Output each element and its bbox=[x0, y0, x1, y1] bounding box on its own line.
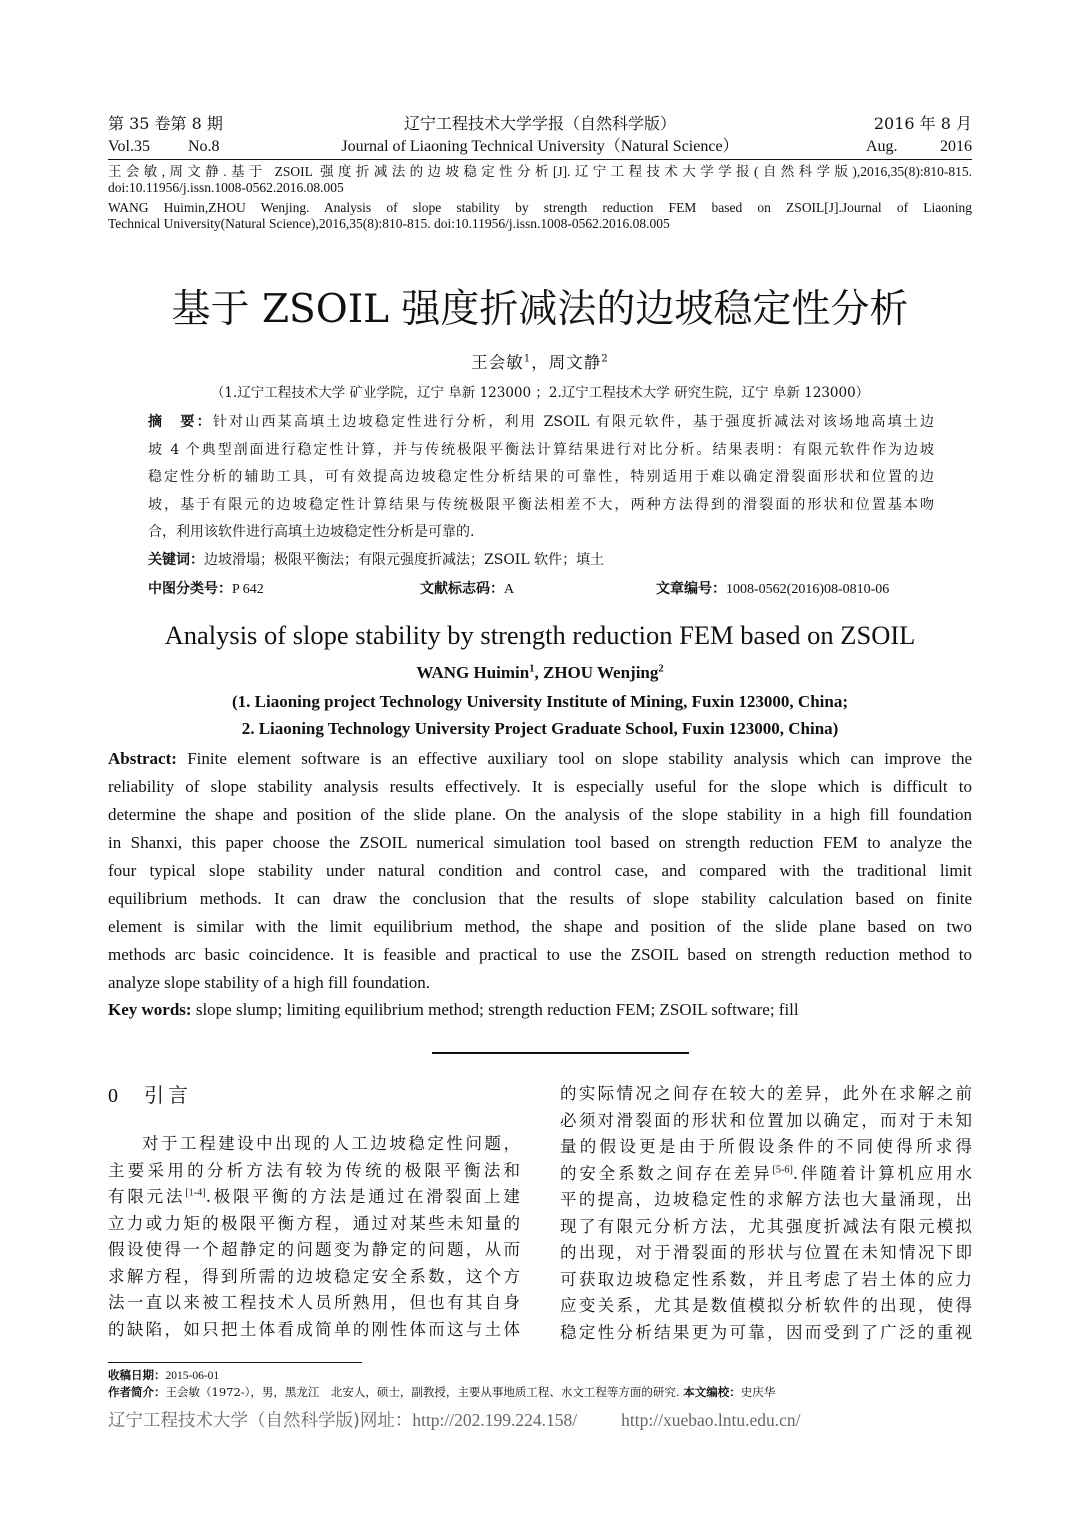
body-line: 法一直以来被工程技术人员所熟用，但也有其自身 bbox=[108, 1293, 520, 1312]
year: 2016 bbox=[940, 138, 972, 155]
clc-number bbox=[148, 580, 264, 599]
citation-en-line1: WANG Huimin,ZHOU Wenjing. Analysis of slope stability by strength reduction FEM based on ZSOIL[J].Journal of Liaoning bbox=[108, 200, 972, 215]
abstract-cn-line: 坡 4 个典型剖面进行稳定性计算，并与传统极限平衡法计算结果进行对比分析。结果表明：有限元软件作为边坡 bbox=[148, 441, 934, 458]
authors-en bbox=[0, 662, 1080, 684]
body-line: 量的假设更是由于所假设条件的不同使得所求得 bbox=[560, 1137, 972, 1156]
author-cn-separator: ， bbox=[531, 353, 549, 372]
author-en-1: WANG Huimin bbox=[416, 663, 530, 682]
abstract-cn-line: 坡，基于有限元的边坡稳定性计算结果与传统极限平衡法相差不大，两种方法得到的滑裂面的形状和位置基本吻 bbox=[148, 496, 934, 513]
body-line: 的实际情况之间存在较大的差异，此外在求解之前 bbox=[560, 1084, 972, 1103]
body-line: 主要采用的分析方法有较为传统的极限平衡法和 bbox=[108, 1160, 520, 1180]
body-line: 必须对滑裂面的形状和位置加以确定，而对于未知 bbox=[560, 1110, 972, 1130]
body-line: 平的提高，边坡稳定性的求解方法也大量涌现，出 bbox=[560, 1190, 972, 1209]
body-line: 求解方程，得到所需的边坡稳定安全系数，这个方 bbox=[108, 1266, 520, 1286]
abstract-en-line: methods arc basic coincidence. It is feasible and practical to use the ZSOIL based on strength reduction method to bbox=[108, 945, 972, 964]
keywords-cn: 边坡滑塌；极限平衡法；有限元强度折减法；ZSOIL 软件；填土 bbox=[204, 551, 605, 568]
editor-name: 史庆华 bbox=[740, 1385, 776, 1399]
received-date bbox=[108, 1368, 219, 1384]
article-number-label: 文章编号： bbox=[656, 581, 726, 597]
body-line: 假设使得一个超静定的问题变为静定的问题，从而 bbox=[108, 1240, 520, 1259]
title-en: Analysis of slope stability by strength reduction FEM based on ZSOIL bbox=[164, 620, 916, 650]
citation-ref: [5-6] bbox=[772, 1164, 793, 1175]
body-line: 现了有限元分析方法，尤其强度折减法有限元模拟 bbox=[560, 1216, 972, 1236]
author-cn-1-affil: 1 bbox=[523, 353, 532, 365]
body-left-column bbox=[108, 1131, 520, 1343]
doc-code-value: A bbox=[504, 582, 515, 597]
abstract-cn-line: 合，利用该软件进行高填土边坡稳定性分析是可靠的. bbox=[148, 524, 475, 540]
abstract-en-line: element is similar with the limit equilibrium method, the shape and position of the slide plane based on two bbox=[108, 917, 972, 936]
document-code bbox=[420, 580, 514, 599]
body-text: .极限平衡的方法是通过在滑裂面上建 bbox=[205, 1187, 520, 1206]
article-number-value: 1008-0562(2016)08-0810-06 bbox=[726, 582, 890, 597]
title-cn: 基于 ZSOIL 强度折减法的边坡稳定性分析 bbox=[171, 287, 909, 332]
author-en-1-affil: 1 bbox=[529, 663, 535, 675]
month: Aug. bbox=[866, 138, 898, 155]
footer-url-2[interactable]: http://xuebao.lntu.edu.cn/ bbox=[621, 1410, 801, 1430]
keywords-cn-label: 关键词： bbox=[148, 551, 204, 568]
issue-cn: 第 35 卷第 8 期 bbox=[108, 114, 223, 133]
body-right-column bbox=[560, 1081, 972, 1346]
article-number bbox=[656, 580, 889, 599]
citation-cn-line1: 王会敏,周文静.基于 ZSOIL 强度折减法的边坡稳定性分析[J].辽宁工程技术大学学报(自然科学版),2016,35(8):810-815. bbox=[108, 164, 972, 179]
date-cn: 2016 年 8 月 bbox=[873, 114, 972, 133]
number: No.8 bbox=[188, 138, 220, 155]
abstract-cn-label: 摘 要： bbox=[148, 414, 213, 430]
abstract-en-line: reliability of slope stability analysis results effectively. It is especially useful for the slope which is difficult to bbox=[108, 777, 972, 796]
affiliation-cn: （1.辽宁工程技术大学 矿业学院，辽宁 阜新 123000 ；2.辽宁工程技术大学 研究生院，辽宁 阜新 123000） bbox=[210, 385, 870, 401]
section-heading bbox=[108, 1081, 192, 1110]
clc-value: P 642 bbox=[232, 582, 264, 597]
body-text: .伴随着计算机应用水 bbox=[792, 1163, 973, 1183]
affiliation-en-line1: (1. Liaoning project Technology University Institute of Mining, Fuxin 123000, China; bbox=[232, 692, 848, 711]
citation-ref: [1-4] bbox=[185, 1187, 206, 1199]
body-line: 立力或力矩的极限平衡方程，通过对某些未知量的 bbox=[108, 1213, 520, 1233]
body-line: 应变关系，尤其是数值模拟分析软件的出现，使得 bbox=[560, 1296, 972, 1315]
keywords-en-text: slope slump; limiting equilibrium method; strength reduction FEM; ZSOIL software; fill bbox=[195, 1000, 799, 1019]
body-text: 有限元法 bbox=[108, 1187, 186, 1206]
abstract-en-line: determine the shape and position of the slide plane. On the analysis of the slope stability in a high fill foundation bbox=[108, 805, 972, 824]
body-line: 的缺陷，如只把土体看成简单的刚性体而这与土体 bbox=[108, 1319, 520, 1339]
abstract-en-line: analyze slope stability of a high fill foundation. bbox=[108, 973, 430, 992]
footer-website bbox=[108, 1408, 800, 1433]
abstract-en-line: four typical slope stability under natural condition and control case, and compared with the traditional limit bbox=[108, 861, 972, 880]
author-cn-2-affil: 2 bbox=[601, 353, 609, 365]
footer-url-1[interactable]: http://202.199.224.158/ bbox=[412, 1410, 578, 1430]
bio-label: 作者简介： bbox=[108, 1385, 166, 1399]
body-line: 对于工程建设中出现的人工边坡稳定性问题， bbox=[142, 1134, 520, 1153]
abstract-en bbox=[108, 745, 972, 997]
author-en-separator: , bbox=[534, 663, 543, 682]
abstract-cn bbox=[148, 409, 934, 574]
header-rule bbox=[108, 159, 972, 160]
author-en-2-affil: 2 bbox=[658, 663, 664, 675]
abstract-cn-line: 稳定性分析的辅助工具，可有效提高边坡稳定性分析结果的可靠性，特别适用于难以确定滑裂面形状和位置的边 bbox=[148, 469, 934, 485]
keywords-en bbox=[108, 999, 799, 1021]
author-cn-2: 周文静 bbox=[548, 353, 602, 372]
abstract-en-line: equilibrium methods. It can draw the conclusion that the results of slope stability calculation based on finite bbox=[108, 889, 972, 908]
section-title: 引言 bbox=[144, 1083, 192, 1107]
body-line: 的出现，对于滑裂面的形状与位置在未知情况下即 bbox=[560, 1243, 972, 1262]
citation-en-line2: Technical University(Natural Science),2016,35(8):810-815. doi:10.11956/j.issn.1008-0562.2016.08.005 bbox=[108, 216, 670, 231]
affiliation-en-line2: 2. Liaoning Technology University Project Graduate School, Fuxin 123000, China) bbox=[241, 719, 839, 738]
volume: Vol.35 bbox=[108, 138, 150, 155]
citation-block bbox=[108, 164, 972, 232]
author-en-2: ZHOU Wenjing bbox=[542, 663, 659, 682]
footer-site-label: 辽宁工程技术大学（自然科学版)网址： bbox=[108, 1411, 413, 1431]
abstract-en-label: Abstract: bbox=[108, 749, 177, 768]
section-separator bbox=[432, 1052, 689, 1054]
editor-label: 本文编校： bbox=[683, 1385, 741, 1399]
body-line: 稳定性分析结果更为可靠，因而受到了广泛的重视 bbox=[560, 1322, 972, 1342]
author-cn-1: 王会敏 bbox=[471, 353, 524, 372]
abstract-en-line: Finite element software is an effective auxiliary tool on slope stability analysis which can improve the bbox=[187, 749, 972, 768]
clc-label: 中图分类号： bbox=[148, 581, 232, 597]
keywords-en-label: Key words: bbox=[108, 1000, 192, 1019]
received-label: 收稿日期： bbox=[108, 1368, 166, 1382]
journal-en: Journal of Liaoning Technical University（Natural Science） bbox=[341, 138, 739, 155]
author-bio bbox=[108, 1385, 775, 1400]
abstract-en-line: in Shanxi, this paper choose the ZSOIL numerical simulation tool based on strength reduction FEM to analyze the bbox=[108, 833, 972, 852]
authors-cn bbox=[0, 352, 1080, 374]
doc-code-label: 文献标志码： bbox=[420, 581, 504, 597]
received-value: 2015-06-01 bbox=[165, 1370, 220, 1382]
section-number: 0 bbox=[108, 1085, 118, 1107]
footnote-rule bbox=[108, 1362, 362, 1363]
abstract-cn-line: 针对山西某高填土边坡稳定性进行分析，利用 ZSOIL 有限元软件，基于强度折减法对该场地高填土边 bbox=[212, 414, 934, 430]
journal-cn: 辽宁工程技术大学学报（自然科学版） bbox=[403, 114, 676, 133]
body-line: 可获取边坡稳定性系数，并且考虑了岩土体的应力 bbox=[560, 1269, 972, 1289]
body-text: 的安全系数之间存在差异 bbox=[560, 1163, 773, 1183]
bio-text: 王会敏（1972-），男，黑龙江 北安人，硕士，副教授，主要从事地质工程、水文工程等方面的研究. bbox=[165, 1385, 680, 1399]
citation-cn-line2: doi:10.11956/j.issn.1008-0562.2016.08.005 bbox=[108, 180, 344, 195]
